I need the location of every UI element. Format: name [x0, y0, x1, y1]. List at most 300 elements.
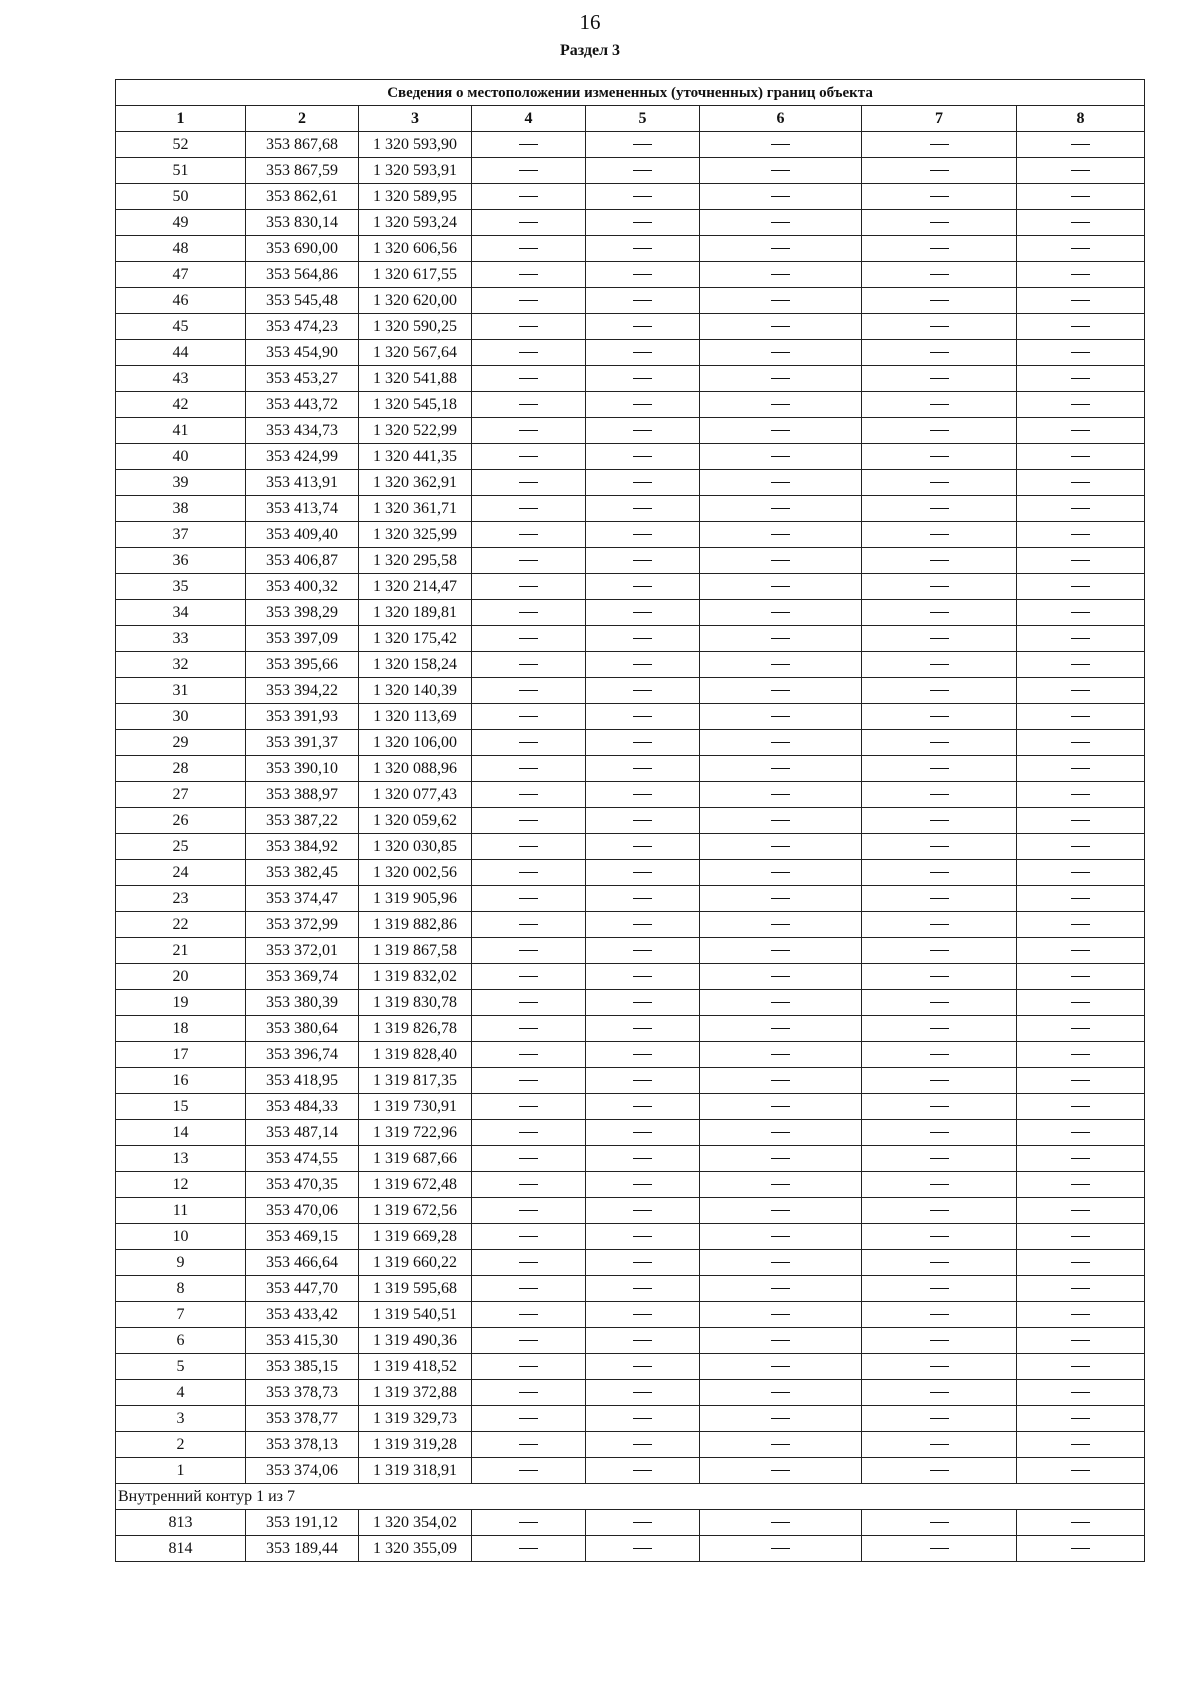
dash-mark [771, 430, 790, 431]
dash-mark [771, 794, 790, 795]
empty-value-cell [700, 1016, 862, 1042]
table-row [116, 834, 1145, 860]
table-row [116, 1276, 1145, 1302]
table-row [116, 626, 1145, 652]
dash-mark [771, 404, 790, 405]
x-coordinate-cell: 353 390,10 [246, 756, 359, 782]
empty-value-cell [862, 522, 1017, 548]
empty-value-cell [862, 1068, 1017, 1094]
point-number-cell: 31 [116, 678, 246, 704]
dash-mark [519, 638, 538, 639]
table-row [116, 262, 1145, 288]
point-number-cell: 34 [116, 600, 246, 626]
empty-value-cell [586, 730, 700, 756]
x-coordinate-cell: 353 189,44 [246, 1536, 359, 1562]
table-row [116, 496, 1145, 522]
point-number-cell: 32 [116, 652, 246, 678]
empty-value-cell [586, 262, 700, 288]
empty-value-cell [586, 964, 700, 990]
point-number-cell: 8 [116, 1276, 246, 1302]
point-number-cell: 14 [116, 1120, 246, 1146]
empty-value-cell [1017, 860, 1145, 886]
empty-value-cell [472, 1042, 586, 1068]
dash-mark [1071, 1236, 1090, 1237]
column-header: 2 [246, 106, 359, 132]
x-coordinate-cell: 353 398,29 [246, 600, 359, 626]
dash-mark [1071, 1392, 1090, 1393]
dash-mark [1071, 1002, 1090, 1003]
empty-value-cell [472, 314, 586, 340]
empty-value-cell [1017, 1172, 1145, 1198]
empty-value-cell [472, 678, 586, 704]
dash-mark [930, 170, 949, 171]
table-row [116, 1302, 1145, 1328]
empty-value-cell [472, 1302, 586, 1328]
dash-mark [1071, 1184, 1090, 1185]
empty-value-cell [472, 1380, 586, 1406]
point-number-cell: 33 [116, 626, 246, 652]
point-number-cell: 813 [116, 1510, 246, 1536]
dash-mark [519, 352, 538, 353]
empty-value-cell [700, 1380, 862, 1406]
dash-mark [633, 742, 652, 743]
empty-value-cell [700, 262, 862, 288]
point-number-cell: 52 [116, 132, 246, 158]
empty-value-cell [586, 704, 700, 730]
x-coordinate-cell: 353 453,27 [246, 366, 359, 392]
empty-value-cell [1017, 418, 1145, 444]
point-number-cell: 45 [116, 314, 246, 340]
empty-value-cell [862, 808, 1017, 834]
empty-value-cell [700, 392, 862, 418]
dash-mark [1071, 482, 1090, 483]
dash-mark [633, 976, 652, 977]
x-coordinate-cell: 353 391,93 [246, 704, 359, 730]
empty-value-cell [586, 938, 700, 964]
x-coordinate-cell: 353 396,74 [246, 1042, 359, 1068]
dash-mark [771, 144, 790, 145]
dash-mark [930, 976, 949, 977]
empty-value-cell [472, 1146, 586, 1172]
empty-value-cell [472, 600, 586, 626]
empty-value-cell [1017, 522, 1145, 548]
x-coordinate-cell: 353 374,47 [246, 886, 359, 912]
dash-mark [771, 1392, 790, 1393]
table-row [116, 1224, 1145, 1250]
table-row [116, 522, 1145, 548]
x-coordinate-cell: 353 387,22 [246, 808, 359, 834]
empty-value-cell [472, 1094, 586, 1120]
dash-mark [633, 716, 652, 717]
y-coordinate-cell: 1 319 867,58 [359, 938, 472, 964]
dash-mark [930, 196, 949, 197]
empty-value-cell [472, 756, 586, 782]
dash-mark [633, 872, 652, 873]
x-coordinate-cell: 353 454,90 [246, 340, 359, 366]
x-coordinate-cell: 353 469,15 [246, 1224, 359, 1250]
empty-value-cell [700, 314, 862, 340]
dash-mark [1071, 1470, 1090, 1471]
point-number-cell: 43 [116, 366, 246, 392]
dash-mark [1071, 430, 1090, 431]
x-coordinate-cell: 353 690,00 [246, 236, 359, 262]
x-coordinate-cell: 353 380,64 [246, 1016, 359, 1042]
empty-value-cell [862, 1224, 1017, 1250]
empty-value-cell [862, 1354, 1017, 1380]
y-coordinate-cell: 1 319 905,96 [359, 886, 472, 912]
dash-mark [771, 872, 790, 873]
empty-value-cell [1017, 1042, 1145, 1068]
empty-value-cell [472, 782, 586, 808]
y-coordinate-cell: 1 319 730,91 [359, 1094, 472, 1120]
empty-value-cell [586, 548, 700, 574]
empty-value-cell [1017, 210, 1145, 236]
empty-value-cell [586, 782, 700, 808]
table-row [116, 1042, 1145, 1068]
empty-value-cell [862, 1328, 1017, 1354]
empty-value-cell [586, 990, 700, 1016]
y-coordinate-cell: 1 320 077,43 [359, 782, 472, 808]
empty-value-cell [862, 444, 1017, 470]
y-coordinate-cell: 1 320 354,02 [359, 1510, 472, 1536]
dash-mark [519, 768, 538, 769]
empty-value-cell [586, 314, 700, 340]
y-coordinate-cell: 1 320 175,42 [359, 626, 472, 652]
x-coordinate-cell: 353 191,12 [246, 1510, 359, 1536]
dash-mark [1071, 794, 1090, 795]
dash-mark [633, 690, 652, 691]
dash-mark [930, 950, 949, 951]
x-coordinate-cell: 353 384,92 [246, 834, 359, 860]
empty-value-cell [700, 288, 862, 314]
empty-value-cell [586, 132, 700, 158]
empty-value-cell [1017, 236, 1145, 262]
empty-value-cell [472, 522, 586, 548]
table-row [116, 652, 1145, 678]
y-coordinate-cell: 1 320 158,24 [359, 652, 472, 678]
point-number-cell: 22 [116, 912, 246, 938]
empty-value-cell [700, 470, 862, 496]
empty-value-cell [862, 210, 1017, 236]
empty-value-cell [586, 184, 700, 210]
dash-mark [1071, 768, 1090, 769]
x-coordinate-cell: 353 369,74 [246, 964, 359, 990]
dash-mark [1071, 196, 1090, 197]
dash-mark [519, 950, 538, 951]
dash-mark [771, 1418, 790, 1419]
dash-mark [771, 378, 790, 379]
y-coordinate-cell: 1 320 441,35 [359, 444, 472, 470]
empty-value-cell [472, 210, 586, 236]
dash-mark [930, 664, 949, 665]
empty-value-cell [586, 236, 700, 262]
dash-mark [930, 1184, 949, 1185]
table-row [116, 470, 1145, 496]
x-coordinate-cell: 353 484,33 [246, 1094, 359, 1120]
y-coordinate-cell: 1 319 418,52 [359, 1354, 472, 1380]
dash-mark [930, 1028, 949, 1029]
empty-value-cell [1017, 1354, 1145, 1380]
empty-value-cell [862, 626, 1017, 652]
dash-mark [519, 1002, 538, 1003]
dash-mark [633, 768, 652, 769]
empty-value-cell [586, 1536, 700, 1562]
dash-mark [930, 1444, 949, 1445]
point-number-cell: 48 [116, 236, 246, 262]
empty-value-cell [862, 1042, 1017, 1068]
dash-mark [771, 1288, 790, 1289]
point-number-cell: 10 [116, 1224, 246, 1250]
point-number-cell: 37 [116, 522, 246, 548]
empty-value-cell [586, 418, 700, 444]
x-coordinate-cell: 353 378,13 [246, 1432, 359, 1458]
empty-value-cell [862, 1432, 1017, 1458]
empty-value-cell [862, 990, 1017, 1016]
empty-value-cell [862, 574, 1017, 600]
dash-mark [633, 638, 652, 639]
empty-value-cell [862, 964, 1017, 990]
dash-mark [519, 586, 538, 587]
empty-value-cell [700, 652, 862, 678]
y-coordinate-cell: 1 320 617,55 [359, 262, 472, 288]
dash-mark [519, 170, 538, 171]
empty-value-cell [1017, 1016, 1145, 1042]
dash-mark [1071, 1418, 1090, 1419]
empty-value-cell [586, 1094, 700, 1120]
x-coordinate-cell: 353 470,06 [246, 1198, 359, 1224]
dash-mark [930, 430, 949, 431]
table-row [116, 444, 1145, 470]
point-number-cell: 41 [116, 418, 246, 444]
empty-value-cell [862, 1146, 1017, 1172]
dash-mark [771, 248, 790, 249]
table-row [116, 1354, 1145, 1380]
empty-value-cell [862, 1380, 1017, 1406]
dash-mark [633, 1392, 652, 1393]
dash-mark [930, 1002, 949, 1003]
table-row [116, 1146, 1145, 1172]
table-row [116, 756, 1145, 782]
point-number-cell: 27 [116, 782, 246, 808]
empty-value-cell [700, 366, 862, 392]
dash-mark [1071, 144, 1090, 145]
x-coordinate-cell: 353 424,99 [246, 444, 359, 470]
dash-mark [633, 1054, 652, 1055]
dash-mark [930, 794, 949, 795]
column-header: 1 [116, 106, 246, 132]
x-coordinate-cell: 353 400,32 [246, 574, 359, 600]
empty-value-cell [1017, 392, 1145, 418]
table-row [116, 964, 1145, 990]
x-coordinate-cell: 353 867,59 [246, 158, 359, 184]
empty-value-cell [586, 1510, 700, 1536]
dash-mark [1071, 326, 1090, 327]
empty-value-cell [586, 1276, 700, 1302]
dash-mark [1071, 1314, 1090, 1315]
empty-value-cell [862, 1172, 1017, 1198]
dash-mark [1071, 1522, 1090, 1523]
y-coordinate-cell: 1 320 620,00 [359, 288, 472, 314]
dash-mark [633, 794, 652, 795]
empty-value-cell [472, 1068, 586, 1094]
dash-mark [771, 1158, 790, 1159]
empty-value-cell [700, 1172, 862, 1198]
point-number-cell: 814 [116, 1536, 246, 1562]
dash-mark [771, 456, 790, 457]
table-row [116, 418, 1145, 444]
empty-value-cell [862, 1536, 1017, 1562]
empty-value-cell [472, 626, 586, 652]
y-coordinate-cell: 1 319 826,78 [359, 1016, 472, 1042]
dash-mark [930, 1106, 949, 1107]
dash-mark [1071, 560, 1090, 561]
empty-value-cell [862, 548, 1017, 574]
empty-value-cell [700, 184, 862, 210]
empty-value-cell [1017, 314, 1145, 340]
empty-value-cell [472, 1276, 586, 1302]
empty-value-cell [1017, 1146, 1145, 1172]
y-coordinate-cell: 1 320 088,96 [359, 756, 472, 782]
point-number-cell: 15 [116, 1094, 246, 1120]
dash-mark [1071, 352, 1090, 353]
dash-mark [771, 1262, 790, 1263]
empty-value-cell [862, 704, 1017, 730]
empty-value-cell [472, 1224, 586, 1250]
dash-mark [633, 612, 652, 613]
dash-mark [771, 326, 790, 327]
dash-mark [1071, 1366, 1090, 1367]
section-title: Раздел 3 [559, 42, 621, 59]
empty-value-cell [700, 1198, 862, 1224]
y-coordinate-cell: 1 320 189,81 [359, 600, 472, 626]
empty-value-cell [586, 652, 700, 678]
dash-mark [633, 482, 652, 483]
dash-mark [633, 1002, 652, 1003]
dash-mark [771, 898, 790, 899]
x-coordinate-cell: 353 382,45 [246, 860, 359, 886]
empty-value-cell [700, 1406, 862, 1432]
dash-mark [1071, 1080, 1090, 1081]
empty-value-cell [1017, 1068, 1145, 1094]
y-coordinate-cell: 1 319 540,51 [359, 1302, 472, 1328]
empty-value-cell [862, 1250, 1017, 1276]
empty-value-cell [700, 600, 862, 626]
empty-value-cell [1017, 834, 1145, 860]
x-coordinate-cell: 353 378,77 [246, 1406, 359, 1432]
x-coordinate-cell: 353 830,14 [246, 210, 359, 236]
table-row [116, 366, 1145, 392]
empty-value-cell [472, 340, 586, 366]
empty-value-cell [586, 600, 700, 626]
dash-mark [930, 274, 949, 275]
empty-value-cell [700, 522, 862, 548]
dash-mark [930, 898, 949, 899]
y-coordinate-cell: 1 319 318,91 [359, 1458, 472, 1484]
empty-value-cell [472, 1432, 586, 1458]
empty-value-cell [862, 1094, 1017, 1120]
empty-value-cell [1017, 652, 1145, 678]
dash-mark [633, 1132, 652, 1133]
dash-mark [519, 482, 538, 483]
dash-mark [930, 742, 949, 743]
empty-value-cell [700, 1094, 862, 1120]
dash-mark [1071, 950, 1090, 951]
dash-mark [771, 716, 790, 717]
point-number-cell: 42 [116, 392, 246, 418]
dash-mark [771, 1132, 790, 1133]
dash-mark [930, 534, 949, 535]
point-number-cell: 9 [116, 1250, 246, 1276]
dash-mark [633, 1158, 652, 1159]
empty-value-cell [700, 210, 862, 236]
x-coordinate-cell: 353 487,14 [246, 1120, 359, 1146]
dash-mark [519, 378, 538, 379]
y-coordinate-cell: 1 319 319,28 [359, 1432, 472, 1458]
dash-mark [930, 1158, 949, 1159]
dash-mark [519, 300, 538, 301]
empty-value-cell [472, 418, 586, 444]
dash-mark [633, 1080, 652, 1081]
y-coordinate-cell: 1 320 355,09 [359, 1536, 472, 1562]
point-number-cell: 19 [116, 990, 246, 1016]
dash-mark [633, 170, 652, 171]
dash-mark [1071, 1210, 1090, 1211]
empty-value-cell [472, 574, 586, 600]
empty-value-cell [586, 1432, 700, 1458]
empty-value-cell [586, 1224, 700, 1250]
dash-mark [1071, 976, 1090, 977]
empty-value-cell [472, 1250, 586, 1276]
dash-mark [633, 1444, 652, 1445]
empty-value-cell [700, 496, 862, 522]
dash-mark [771, 638, 790, 639]
point-number-cell: 2 [116, 1432, 246, 1458]
x-coordinate-cell: 353 867,68 [246, 132, 359, 158]
x-coordinate-cell: 353 564,86 [246, 262, 359, 288]
empty-value-cell [586, 340, 700, 366]
empty-value-cell [1017, 1276, 1145, 1302]
empty-value-cell [586, 1198, 700, 1224]
empty-value-cell [700, 1354, 862, 1380]
dash-mark [519, 716, 538, 717]
dash-mark [1071, 846, 1090, 847]
empty-value-cell [1017, 1302, 1145, 1328]
empty-value-cell [1017, 626, 1145, 652]
dash-mark [771, 586, 790, 587]
empty-value-cell [472, 1536, 586, 1562]
dash-mark [633, 196, 652, 197]
point-number-cell: 47 [116, 262, 246, 288]
x-coordinate-cell: 353 374,06 [246, 1458, 359, 1484]
empty-value-cell [700, 158, 862, 184]
y-coordinate-cell: 1 319 660,22 [359, 1250, 472, 1276]
contour-label-row [116, 1484, 1145, 1510]
empty-value-cell [472, 964, 586, 990]
point-number-cell: 4 [116, 1380, 246, 1406]
dash-mark [633, 1366, 652, 1367]
table-row [116, 808, 1145, 834]
empty-value-cell [586, 834, 700, 860]
empty-value-cell [1017, 730, 1145, 756]
empty-value-cell [862, 132, 1017, 158]
dash-mark [930, 716, 949, 717]
dash-mark [1071, 274, 1090, 275]
y-coordinate-cell: 1 320 059,62 [359, 808, 472, 834]
dash-mark [771, 1002, 790, 1003]
empty-value-cell [700, 860, 862, 886]
point-number-cell: 3 [116, 1406, 246, 1432]
dash-mark [633, 1522, 652, 1523]
